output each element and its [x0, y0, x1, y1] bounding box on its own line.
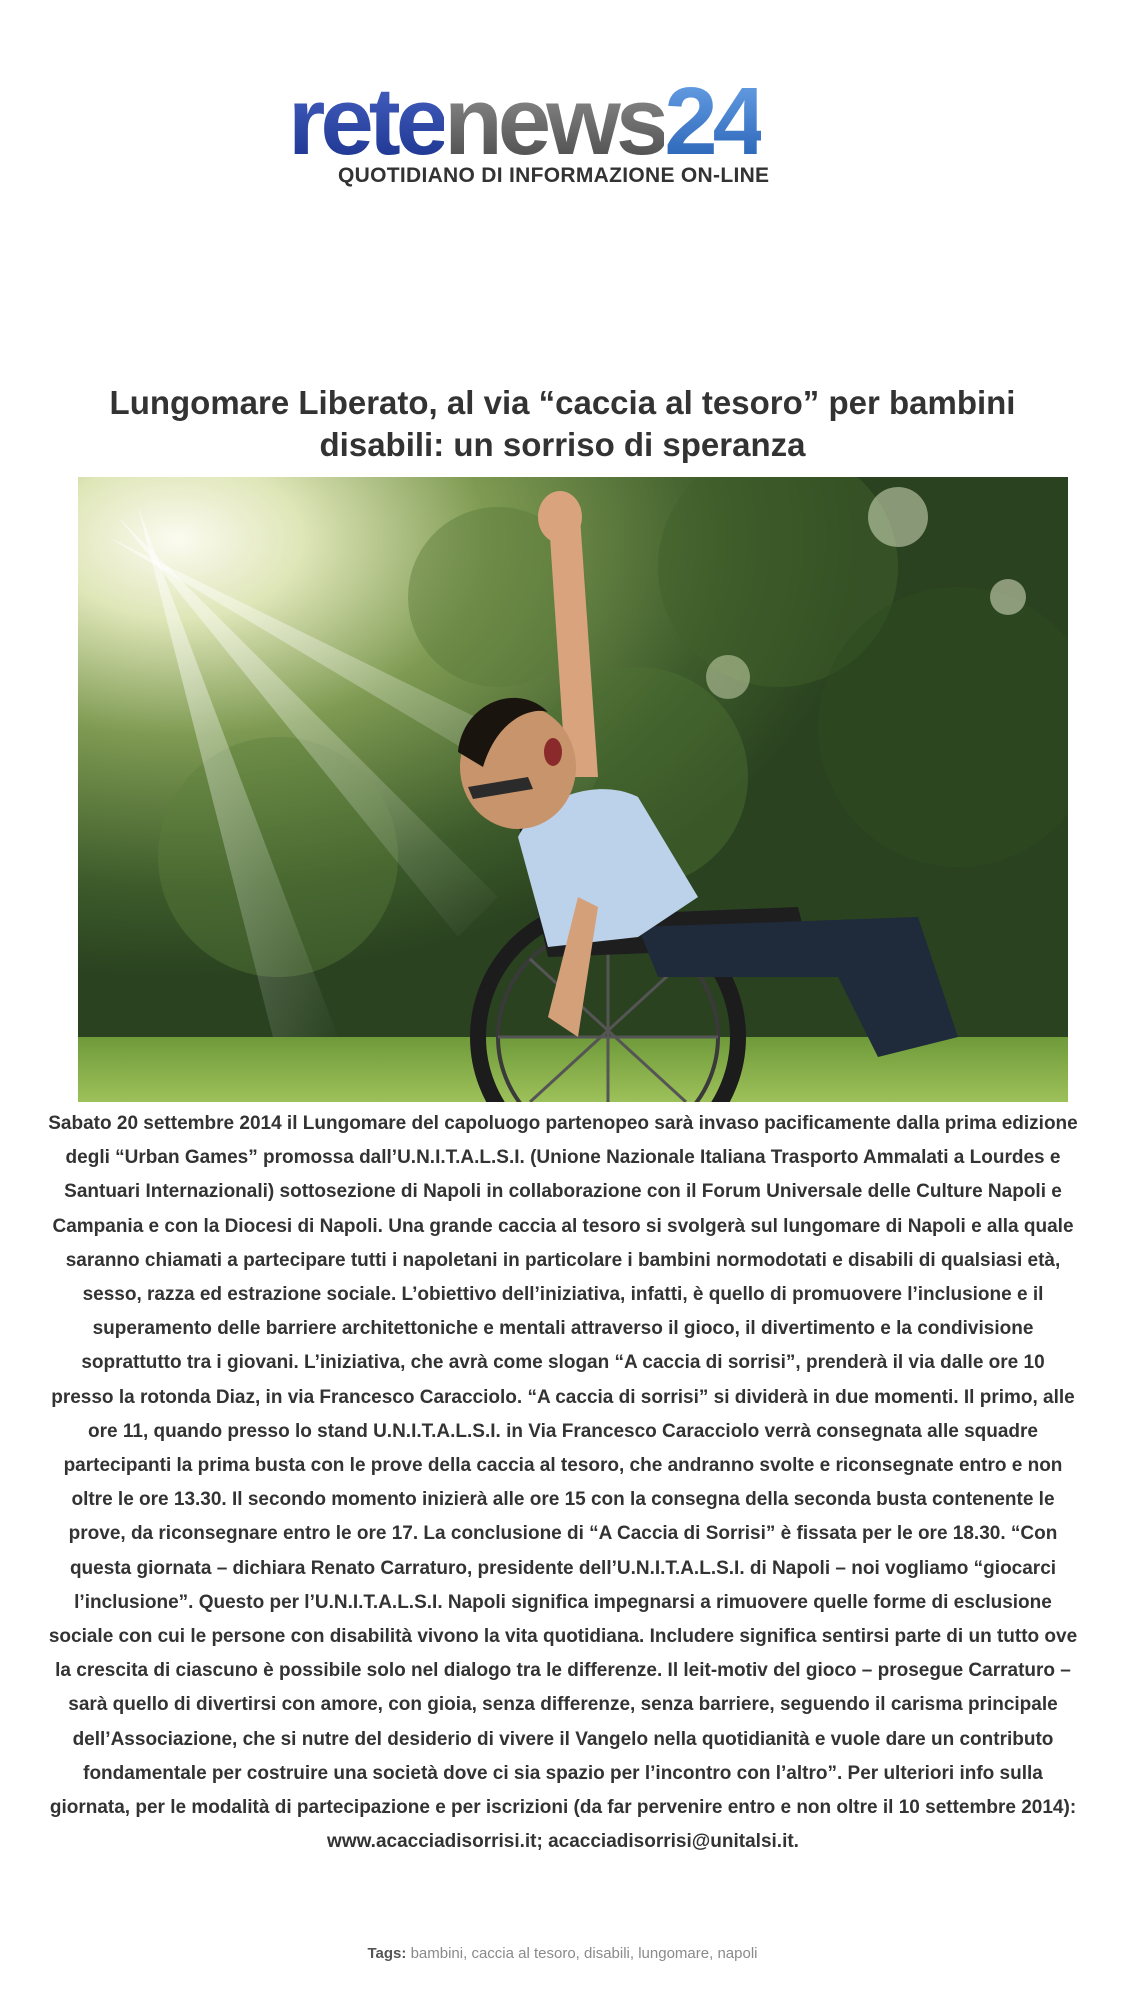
- article-photo: [78, 477, 1068, 1102]
- tags-label: Tags:: [367, 1945, 407, 1962]
- tag-link[interactable]: lungomare: [638, 1945, 710, 1962]
- logo-word-24: 24: [664, 68, 761, 175]
- logo-tagline: QUOTIDIANO DI INFORMAZIONE ON-LINE: [338, 164, 770, 187]
- article-title: Lungomare Liberato, al via “caccia al tesoro” per bambini disabili: un sorriso di speranza: [109, 384, 1016, 463]
- logo-word-rete: rete: [288, 68, 445, 175]
- site-logo[interactable]: [288, 68, 848, 192]
- tag-link[interactable]: bambini: [410, 1945, 464, 1962]
- tag-separator: ,: [575, 1945, 585, 1962]
- tag-link[interactable]: disabili: [584, 1945, 630, 1962]
- logo-wordmark: [288, 68, 761, 175]
- tag-separator: ,: [629, 1945, 639, 1962]
- tag-separator: ,: [463, 1945, 472, 1962]
- logo-word-news: news: [444, 68, 665, 175]
- article-body: Sabato 20 settembre 2014 il Lungomare del capoluogo partenopeo sarà invaso pacificamente dalla prima edizione degli “Urban Games” promossa dall’U.N.I.T.A.L.S.I. (Unione Nazionale Italiana Trasporto Ammalati a Lourdes e Santuari Internazionali) sottosezione di Napoli in collaborazione con il Forum Universale delle Culture Napoli e Campania e con la Diocesi di Napoli. Una grande caccia al tesoro si svolgerà sul lungomare di Napoli e alla quale saranno chiamati a partecipare tutti i napoletani in particolare i bambini normodotati e disabili di qualsiasi età, sesso, razza ed estrazione sociale. L’obiettivo dell’iniziativa, infatti, è quello di promuovere l’inclusione e il superamento delle barriere architettoniche e mentali attraverso il gioco, il divertimento e la condivisione soprattutto tra i giovani. L’iniziativa, che avrà come slogan “A caccia di sorrisi”, prenderà il via dalle ore 10 presso la rotonda Diaz, in via Francesco Caracciolo. “A caccia di sorrisi” si dividerà in due momenti. Il primo, alle ore 11, quando presso lo stand U.N.I.T.A.L.S.I. in Via Francesco Caracciolo verrà consegnata alle squadre partecipanti la prima busta con le prove della caccia al tesoro, che andranno svolte e riconsegnate entro e non oltre le ore 13.30. Il secondo momento inizierà alle ore 15 con la consegna della seconda busta contenente le prove, da riconsegnare entro le ore 17. La conclusione di “A Caccia di Sorrisi” è fissata per le ore 18.30. “Con questa giornata – dichiara Renato Carraturo, presidente dell’U.N.I.T.A.L.S.I. di Napoli – noi vogliamo “giocarci l’inclusione”. Questo per l’U.N.I.T.A.L.S.I. Napoli significa impegnarsi a rimuovere quelle forme di esclusione sociale con cui le persone con disabilità vivono la vita quotidiana. Includere significa sentirsi parte di un tutto ove la crescita di ciascuno è possibile solo nel dialogo tra le differenze. Il leit-motiv del gioco – prosegue Carraturo – sarà quello di divertirsi con amore, con gioia, senza differenze, senza barriere, seguendo il carisma principale dell’Associazione, che si nutre del desiderio di vivere il Vangelo nella quotidianità e vuole dare un contributo fondamentale per costruire una società dove ci sia spazio per l’incontro con l’altro”. Per ulteriori info sulla giornata, per le modalità di partecipazione e per iscrizioni (da far pervenire entro e non oltre il 10 settembre 2014): www.acacciadisorrisi.it; acacciadisorrisi@unitalsi.it.: [48, 1113, 1078, 1853]
- tag-link[interactable]: caccia al tesoro: [471, 1945, 576, 1962]
- tag-link[interactable]: napoli: [717, 1945, 758, 1962]
- child-in-wheelchair-photo: [78, 477, 1068, 1102]
- tags-line: [0, 1945, 1125, 1962]
- tag-separator: ,: [709, 1945, 718, 1962]
